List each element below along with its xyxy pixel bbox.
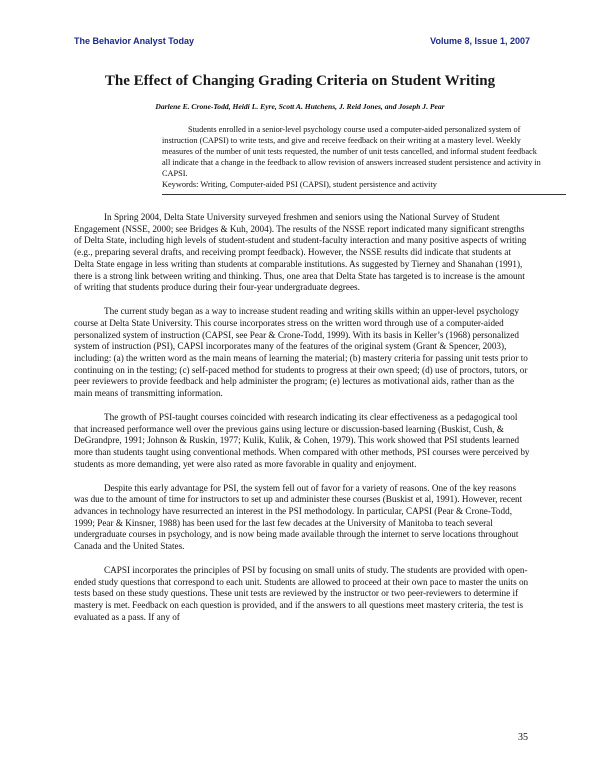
body-paragraph-3: The growth of PSI-taught courses coincided with research indicating its clear effectiveness as a pedagogical tool that increased performance well over the previous gains using lecture or discussion-based learning (Buskist, Cush, & DeGrandpre, 1991; Johnson & Ruskin, 1977; Kulik, Kulik, & Cohen, 1979). This work showed that PSI students learned more than students taught using conventional methods. When compared with other methods, PSI courses were perceived by students as more demanding, yet were also rated as more favorable in quality and enjoyment.: [74, 411, 530, 469]
body-paragraph-1: In Spring 2004, Delta State University surveyed freshmen and seniors using the National Survey of Student Engagement (NSSE, 2000; see Bridges & Kuh, 2004). The results of the NSSE report indicated many significant strengths of Delta State, including high levels of student-student and student-faculty interaction and many positive aspects of writing (e.g., preparing several drafts, and receiving prompt feedback). However, the NSSE results did indicate that students at Delta State engage in less writing than students at comparable institutions. As suggested by Tierney and Shanahan (1991), there is a strong link between writing and thinking. Thus, one area that Delta State has targeted is to increase is the amount of writing that students produce during their four-year undergraduate degrees.: [74, 212, 527, 293]
body-paragraph-2: The current study began as a way to increase student reading and writing skills within an upper-level psychology course at Delta State University. This course incorporates stress on the written word through use of a computer-aided personalized system of instruction (CAPSI, see Pear & Crone-Todd, 1999). With its basis in Keller’s (1968) personalized system of instruction (PSI), CAPSI incorporates many of the features of the original system (Grant & Spencer, 2003), including: (a) the written word as the main means of learning the material; (b) mastery criteria for passing unit tests prior to continuing on in the testing; (c) self-paced method for students to progress at their own speed; (d) use of proctors, tutors, or peer reviewers to provide feedback and help administer the program; (e) lectures as motivational aids, rather than as the main means of transmitting information.: [74, 306, 528, 399]
abstract: [162, 124, 544, 191]
running-header: [74, 36, 530, 46]
abstract-text: Students enrolled in a senior-level psychology course used a computer-aided personalized system of instruction (CAPSI) to write tests, and give and receive feedback on their writing at a mastery level. Weekly measures of the number of unit tests requested, the number of unit tests cancelled, and informal student feedback all indicate that a change in the feedback to allow revision of answers increased student persistence and activity in CAPSI.: [162, 125, 541, 179]
keywords: Keywords: Writing, Computer-aided PSI (CAPSI), student persistence and activity: [162, 180, 437, 190]
abstract-divider: [162, 194, 566, 195]
article-title: The Effect of Changing Grading Criteria on Student Writing: [104, 73, 496, 89]
body-paragraph-5: CAPSI incorporates the principles of PSI by focusing on small units of study. The students are provided with open-ended study questions that correspond to each unit. Students are allowed to proceed at their own pace to master the units on tests based on these study questions. These unit tests are reviewed by the instructor or two peer-reviewers to determine if mastery is met. Feedback on each question is provided, and if the answers to all questions meet mastery criteria, the test is evaluated as a pass. If any of: [74, 565, 529, 622]
article-body: [74, 212, 530, 636]
journal-name: The Behavior Analyst Today: [74, 36, 195, 46]
page-number: 35: [518, 732, 528, 743]
volume-issue: Volume 8, Issue 1, 2007: [430, 36, 530, 46]
author-list: Darlene E. Crone-Todd, Heidi L. Eyre, Scott A. Hutchens, J. Reid Jones, and Joseph J. Pear: [155, 102, 445, 111]
body-paragraph-4: Despite this early advantage for PSI, the system fell out of favor for a variety of reasons. One of the key reasons was due to the amount of time for instructors to set up and administer these courses (Buskist et al, 1991). However, recent advances in technology have resurrected an interest in the PSI methodology. In particular, CAPSI (Pear & Crone-Todd, 1999; Pear & Kinsner, 1988) has been used for the last few decades at the University of Manitoba to teach several undergraduate courses in psychology, and is now being made available through the internet to serve locations throughout Canada and the United States.: [74, 482, 523, 552]
